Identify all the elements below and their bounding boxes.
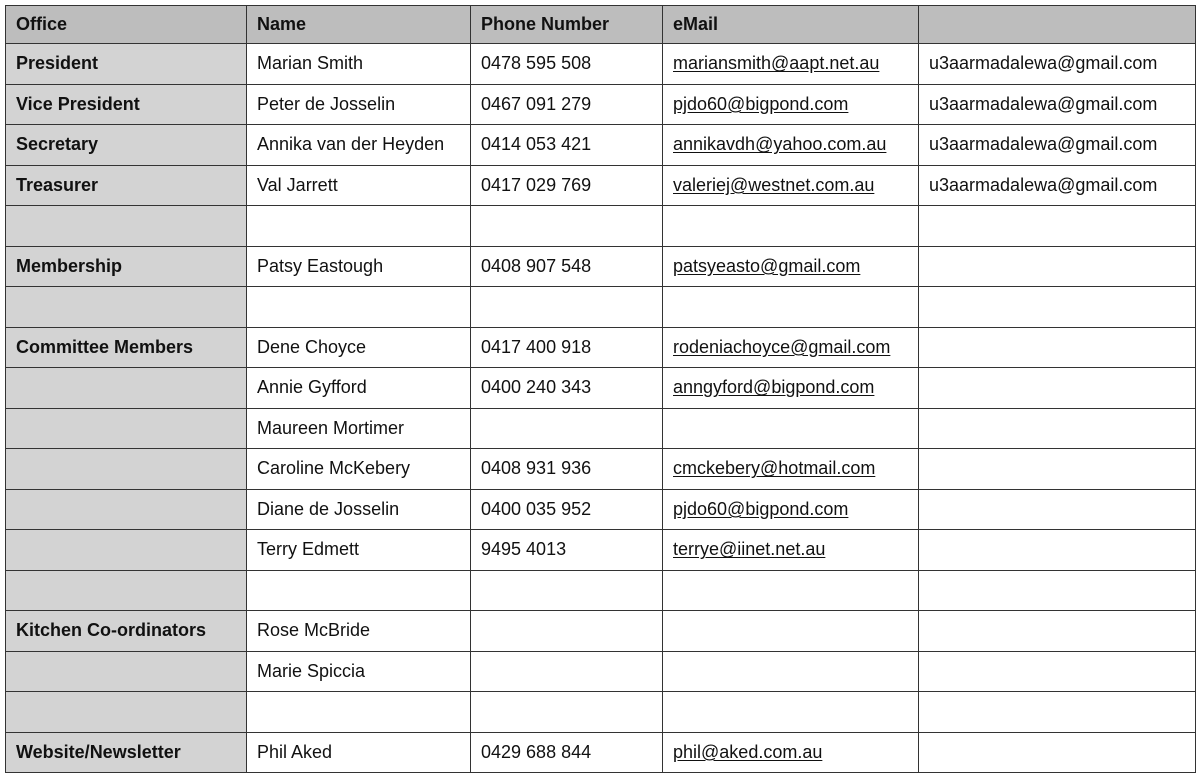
table-row <box>6 611 1196 652</box>
extra-email-cell <box>919 732 1196 773</box>
name-cell: Caroline McKebery <box>247 449 471 490</box>
extra-email-cell <box>919 570 1196 611</box>
email-link[interactable]: valeriej@westnet.com.au <box>673 174 875 195</box>
table-row <box>6 732 1196 773</box>
name-cell: Marie Spiccia <box>247 651 471 692</box>
email-link[interactable]: cmckebery@hotmail.com <box>673 458 876 479</box>
name-cell: Annie Gyfford <box>247 368 471 409</box>
name-cell: Phil Aked <box>247 732 471 773</box>
table-row <box>6 449 1196 490</box>
office-cell: Secretary <box>6 125 247 166</box>
office-cell <box>6 530 247 571</box>
email-cell <box>663 651 919 692</box>
phone-cell: 0478 595 508 <box>471 44 663 85</box>
office-cell <box>6 287 247 328</box>
header-name: Name <box>247 6 471 44</box>
office-cell: Committee Members <box>6 327 247 368</box>
phone-cell <box>471 651 663 692</box>
office-cell: Kitchen Co-ordinators <box>6 611 247 652</box>
extra-email-cell <box>919 246 1196 287</box>
name-cell <box>247 206 471 247</box>
extra-email-cell <box>919 449 1196 490</box>
office-cell <box>6 489 247 530</box>
email-cell <box>663 84 919 125</box>
name-cell <box>247 570 471 611</box>
email-cell <box>663 692 919 733</box>
email-link[interactable]: pjdo60@bigpond.com <box>673 93 849 114</box>
name-cell: Patsy Eastough <box>247 246 471 287</box>
name-cell <box>247 287 471 328</box>
contacts-document <box>5 5 1196 773</box>
phone-cell <box>471 570 663 611</box>
email-link[interactable]: patsyeasto@gmail.com <box>673 255 861 276</box>
table-row <box>6 651 1196 692</box>
table-row <box>6 165 1196 206</box>
office-cell: President <box>6 44 247 85</box>
phone-cell <box>471 611 663 652</box>
email-cell <box>663 489 919 530</box>
office-cell: Treasurer <box>6 165 247 206</box>
extra-email-cell: u3aarmadalewa@gmail.com <box>919 125 1196 166</box>
office-cell <box>6 368 247 409</box>
email-cell <box>663 570 919 611</box>
name-cell: Marian Smith <box>247 44 471 85</box>
extra-email-cell: u3aarmadalewa@gmail.com <box>919 44 1196 85</box>
table-row <box>6 327 1196 368</box>
email-link[interactable]: mariansmith@aapt.net.au <box>673 53 880 74</box>
email-cell <box>663 449 919 490</box>
extra-email-cell <box>919 206 1196 247</box>
phone-cell <box>471 287 663 328</box>
name-cell: Diane de Josselin <box>247 489 471 530</box>
phone-cell: 0400 035 952 <box>471 489 663 530</box>
header-email: eMail <box>663 6 919 44</box>
office-cell: Vice President <box>6 84 247 125</box>
email-cell <box>663 206 919 247</box>
email-link[interactable]: anngyford@bigpond.com <box>673 377 875 398</box>
name-cell: Annika van der Heyden <box>247 125 471 166</box>
email-cell <box>663 44 919 85</box>
email-cell <box>663 125 919 166</box>
extra-email-cell <box>919 408 1196 449</box>
table-row <box>6 44 1196 85</box>
email-link[interactable]: annikavdh@yahoo.com.au <box>673 134 887 155</box>
header-phone-number: Phone Number <box>471 6 663 44</box>
table-row <box>6 530 1196 571</box>
name-cell: Maureen Mortimer <box>247 408 471 449</box>
header-office: Office <box>6 6 247 44</box>
name-cell: Terry Edmett <box>247 530 471 571</box>
email-cell <box>663 165 919 206</box>
committee-contacts-table <box>5 5 1196 773</box>
office-cell <box>6 570 247 611</box>
table-row <box>6 84 1196 125</box>
extra-email-cell <box>919 651 1196 692</box>
extra-email-cell <box>919 327 1196 368</box>
phone-cell <box>471 408 663 449</box>
phone-cell <box>471 692 663 733</box>
email-link[interactable]: terrye@iinet.net.au <box>673 539 826 560</box>
office-cell <box>6 449 247 490</box>
header-extra <box>919 6 1196 44</box>
email-cell <box>663 327 919 368</box>
email-link[interactable]: pjdo60@bigpond.com <box>673 498 849 519</box>
email-cell <box>663 611 919 652</box>
table-row <box>6 125 1196 166</box>
office-cell: Website/Newsletter <box>6 732 247 773</box>
phone-cell <box>471 206 663 247</box>
table-header-row <box>6 6 1196 44</box>
table-row <box>6 206 1196 247</box>
extra-email-cell <box>919 368 1196 409</box>
extra-email-cell: u3aarmadalewa@gmail.com <box>919 84 1196 125</box>
extra-email-cell <box>919 287 1196 328</box>
phone-cell: 0467 091 279 <box>471 84 663 125</box>
table-row <box>6 570 1196 611</box>
table-row <box>6 692 1196 733</box>
phone-cell: 0429 688 844 <box>471 732 663 773</box>
table-row <box>6 246 1196 287</box>
phone-cell: 9495 4013 <box>471 530 663 571</box>
email-cell <box>663 368 919 409</box>
phone-cell: 0408 907 548 <box>471 246 663 287</box>
extra-email-cell <box>919 692 1196 733</box>
table-row <box>6 368 1196 409</box>
phone-cell: 0408 931 936 <box>471 449 663 490</box>
extra-email-cell <box>919 611 1196 652</box>
table-row <box>6 287 1196 328</box>
email-link[interactable]: rodeniachoyce@gmail.com <box>673 336 891 357</box>
extra-email-cell <box>919 530 1196 571</box>
name-cell: Dene Choyce <box>247 327 471 368</box>
office-cell <box>6 651 247 692</box>
name-cell: Rose McBride <box>247 611 471 652</box>
extra-email-cell: u3aarmadalewa@gmail.com <box>919 165 1196 206</box>
name-cell <box>247 692 471 733</box>
email-cell <box>663 287 919 328</box>
phone-cell: 0400 240 343 <box>471 368 663 409</box>
name-cell: Peter de Josselin <box>247 84 471 125</box>
table-row <box>6 489 1196 530</box>
email-cell <box>663 732 919 773</box>
phone-cell: 0414 053 421 <box>471 125 663 166</box>
office-cell <box>6 692 247 733</box>
name-cell: Val Jarrett <box>247 165 471 206</box>
email-cell <box>663 246 919 287</box>
table-body <box>6 44 1196 773</box>
phone-cell: 0417 400 918 <box>471 327 663 368</box>
email-cell <box>663 530 919 571</box>
extra-email-cell <box>919 489 1196 530</box>
office-cell <box>6 206 247 247</box>
email-link[interactable]: phil@aked.com.au <box>673 741 823 762</box>
email-cell <box>663 408 919 449</box>
table-row <box>6 408 1196 449</box>
phone-cell: 0417 029 769 <box>471 165 663 206</box>
office-cell: Membership <box>6 246 247 287</box>
office-cell <box>6 408 247 449</box>
